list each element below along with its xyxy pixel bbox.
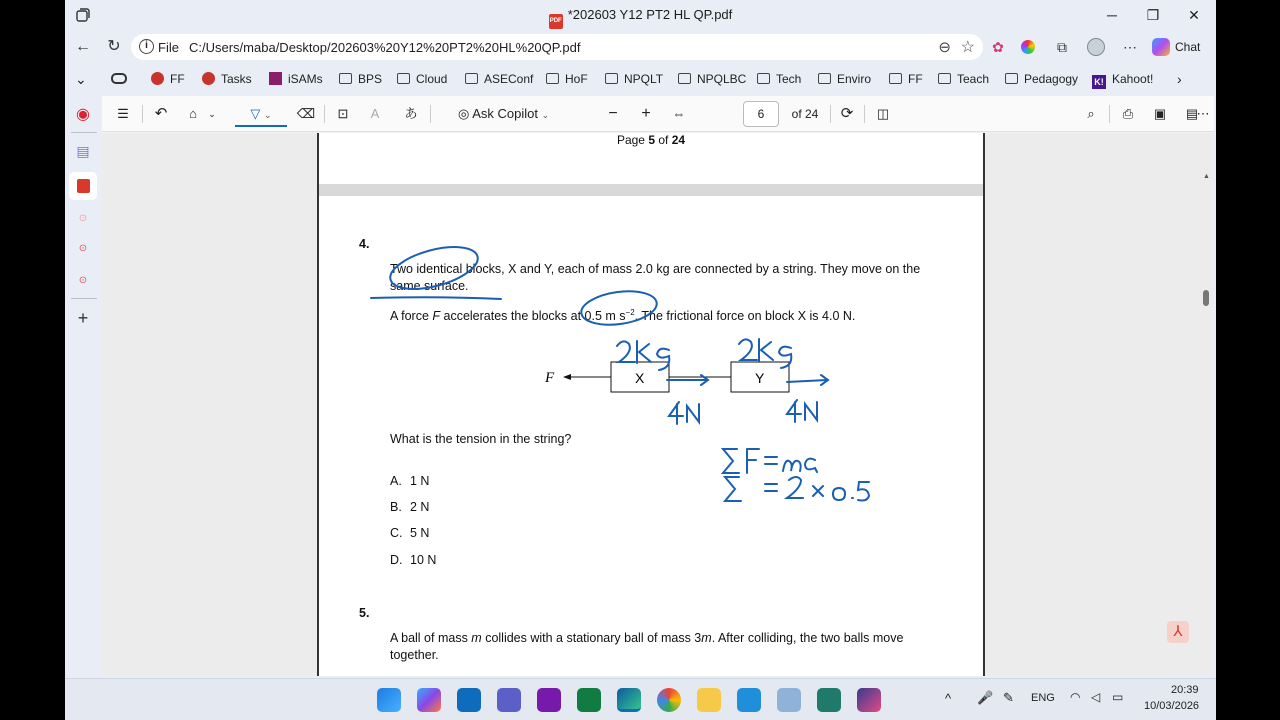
- title-bar: [65, 0, 1216, 30]
- pdf-file-icon: [77, 179, 90, 193]
- vertical-tabs-sidebar: [65, 96, 101, 676]
- favorites-bar: [65, 66, 1216, 92]
- excel-icon[interactable]: [577, 688, 601, 712]
- info-icon[interactable]: i: [139, 39, 154, 54]
- copilot-chevron-icon: ⌄: [541, 110, 550, 120]
- more-options-icon[interactable]: ⋯: [1196, 106, 1210, 121]
- folder-icon: [465, 73, 478, 84]
- taskbar: [65, 678, 1216, 720]
- page-footer: Page 5 of 24: [616, 133, 686, 147]
- volume-icon[interactable]: ◁: [1091, 690, 1101, 704]
- page-number-input[interactable]: 6: [743, 101, 779, 127]
- red-circle-icon: [151, 72, 164, 85]
- folder-icon: [938, 73, 951, 84]
- folder-icon: [605, 73, 618, 84]
- ink-4n-right: [787, 400, 817, 422]
- hand-raise-icon[interactable]: [737, 688, 761, 712]
- acrobat-icon[interactable]: ⅄: [1167, 621, 1189, 643]
- favorites-more-chevron-icon[interactable]: ›: [1177, 71, 1182, 87]
- clock-date[interactable]: 10/03/2026: [1144, 700, 1200, 712]
- favorite-aseconf[interactable]: ASEConf: [465, 71, 533, 87]
- toolbar-divider: [830, 105, 831, 123]
- page-view-icon[interactable]: ◫: [876, 106, 890, 121]
- scroll-up-icon[interactable]: ▲: [1203, 173, 1210, 180]
- save-as-icon[interactable]: ▤: [1185, 106, 1199, 121]
- draw-tool-button[interactable]: [235, 101, 287, 127]
- favorite-isams[interactable]: iSAMs: [269, 71, 323, 87]
- folder-icon: [678, 73, 691, 84]
- refresh-button[interactable]: ↻: [107, 38, 121, 55]
- new-tab-plus-icon[interactable]: +: [77, 308, 89, 328]
- draw-chevron-icon: ⌄: [264, 110, 272, 120]
- favorite-copilot-icon[interactable]: [111, 71, 127, 87]
- favorite-tasks[interactable]: Tasks: [202, 71, 252, 87]
- question-prompt: What is the tension in the string?: [390, 432, 572, 446]
- option-b: B. 2 N: [390, 500, 430, 514]
- file-explorer-icon[interactable]: [697, 688, 721, 712]
- question-number: 4.: [359, 237, 370, 251]
- zoom-out-button[interactable]: −: [608, 105, 618, 122]
- option-a: A. 1 N: [390, 474, 430, 488]
- pdf-viewer: [102, 96, 1214, 676]
- pen-tray-icon[interactable]: ✎: [1003, 690, 1014, 705]
- tab-dot-icon[interactable]: ⊙: [78, 275, 88, 286]
- start-icon[interactable]: [377, 688, 401, 712]
- document-area[interactable]: [102, 133, 1214, 676]
- force-diagram: [539, 356, 799, 396]
- back-button[interactable]: ←: [75, 38, 91, 55]
- battery-icon[interactable]: ▭: [1112, 690, 1124, 704]
- tab-pdf-active[interactable]: [69, 172, 97, 200]
- photos-icon[interactable]: [817, 688, 841, 712]
- block-x-label: X: [635, 370, 645, 386]
- favorite-tech[interactable]: Tech: [757, 71, 801, 87]
- question-number: 5.: [359, 606, 370, 620]
- favorite-enviro[interactable]: Enviro: [818, 71, 871, 87]
- question-text: A force F accelerates the blocks at 0.5 m $s^{-2}$. The frictional force on block X is 4.0 N.: [390, 308, 856, 324]
- pdf-page-6: [317, 196, 985, 676]
- toolbar-divider: [864, 105, 865, 123]
- favorite-star-icon[interactable]: ☆: [960, 39, 975, 56]
- address-row: [65, 31, 1216, 63]
- force-label: F: [545, 370, 555, 386]
- favorite-npqlt[interactable]: NPQLT: [605, 71, 663, 87]
- file-label: File: [158, 40, 179, 55]
- tab-list-icon[interactable]: ▤: [76, 143, 90, 159]
- show-hidden-icons-chevron[interactable]: ^: [945, 691, 952, 706]
- app-icon[interactable]: [857, 688, 881, 712]
- outlook-icon[interactable]: [457, 688, 481, 712]
- page-separator: [317, 184, 985, 196]
- sidebar-divider: [71, 132, 97, 133]
- pdf-toolbar: [102, 96, 1214, 132]
- record-icon[interactable]: ◉: [76, 106, 90, 123]
- favorite-ff[interactable]: FF: [151, 71, 185, 87]
- ink-underline: [371, 297, 501, 299]
- folder-icon: [757, 73, 770, 84]
- print-icon[interactable]: ⎙: [1122, 106, 1134, 121]
- favorite-cloud[interactable]: Cloud: [397, 71, 447, 87]
- copilot-outline-icon: ◎: [458, 106, 470, 121]
- minimize-button[interactable]: ─: [1107, 7, 1117, 23]
- highlight-icon[interactable]: ⌂: [189, 106, 197, 121]
- red-circle-icon: [202, 72, 215, 85]
- pdf-page-5: [317, 133, 985, 184]
- folder-icon: [339, 73, 352, 84]
- pen-icon: ▽: [250, 106, 261, 121]
- block-y-label: Y: [755, 370, 765, 386]
- address-bar[interactable]: [131, 34, 983, 60]
- folder-icon: [818, 73, 831, 84]
- save-icon[interactable]: ▣: [1153, 106, 1167, 121]
- window-title: PDF *202603 Y12 PT2 HL QP.pdf: [65, 7, 1216, 29]
- close-button[interactable]: ✕: [1188, 7, 1200, 23]
- toolbar-divider: [324, 105, 325, 123]
- teams-icon[interactable]: [497, 688, 521, 712]
- browser-window: [65, 0, 1216, 720]
- folder-icon: [889, 73, 902, 84]
- restore-button[interactable]: ❐: [1146, 7, 1160, 23]
- extension-icon[interactable]: ✿: [992, 39, 1004, 55]
- profile-avatar[interactable]: [1085, 37, 1107, 57]
- isams-icon: [269, 72, 282, 85]
- url-text[interactable]: C:/Users/maba/Desktop/202603%20Y12%20PT2%20HL%20QP.pdf: [189, 40, 581, 55]
- scrollbar-thumb[interactable]: [1203, 290, 1209, 306]
- kahoot-icon: K!: [1092, 75, 1106, 89]
- extensions-puzzle-icon[interactable]: ⧉: [1057, 39, 1067, 55]
- page-total: of 24: [791, 107, 819, 121]
- toolbar-divider: [430, 105, 431, 123]
- language-indicator[interactable]: ENG: [1031, 692, 1055, 704]
- edge-icon[interactable]: [617, 688, 641, 712]
- onenote-icon[interactable]: [537, 688, 561, 712]
- option-c: C. 5 N: [390, 526, 430, 540]
- text-box-icon[interactable]: ⊡: [337, 106, 349, 121]
- ink-sum-f-ma: [723, 449, 817, 473]
- toolbar-divider: [1109, 105, 1110, 123]
- copilot-icon: [1152, 38, 1170, 56]
- tab-dot-icon[interactable]: ⊙: [78, 243, 88, 254]
- arrow-head: [563, 374, 571, 380]
- favorites-chevron-icon[interactable]: ⌄: [75, 71, 87, 87]
- sidebar-divider: [71, 298, 97, 299]
- favorite-npqlbc[interactable]: NPQLBC: [678, 71, 746, 87]
- question-text: A ball of mass m collides with a stationary ball of mass 3m. After colliding, the two balls move together.: [390, 631, 904, 662]
- pdf-file-icon: PDF: [549, 14, 563, 29]
- zoom-icon[interactable]: ⊖: [938, 39, 951, 56]
- color-wheel-icon[interactable]: [1017, 37, 1039, 57]
- favorite-ff-folder[interactable]: FF: [889, 71, 923, 87]
- question-text: Two identical blocks, X and Y, each of mass 2.0 kg are connected by a string. They move on the same surface.: [390, 262, 921, 293]
- folder-icon: [397, 73, 410, 84]
- m365-icon[interactable]: [417, 688, 441, 712]
- toolbar-divider: [142, 105, 143, 123]
- folder-icon: [546, 73, 559, 84]
- folder-icon: [1005, 73, 1018, 84]
- tab-dot-icon[interactable]: ⊙: [78, 213, 88, 224]
- ink-sum-calc: [725, 477, 869, 501]
- chrome-icon[interactable]: [657, 688, 681, 712]
- ask-copilot-button[interactable]: ◎ Ask Copilot ⌄: [458, 106, 550, 121]
- wifi-icon[interactable]: ◠: [1070, 690, 1081, 704]
- undo-icon[interactable]: ↶: [154, 105, 168, 122]
- microphone-icon[interactable]: 🎤: [977, 690, 994, 705]
- contents-list-icon[interactable]: ☰: [117, 106, 129, 121]
- favorite-teach[interactable]: Teach: [938, 71, 989, 87]
- favorite-pedagogy[interactable]: Pedagogy: [1005, 71, 1078, 87]
- option-d: D. 10 N: [390, 553, 437, 567]
- more-menu-icon[interactable]: ⋯: [1123, 39, 1137, 55]
- eraser-icon[interactable]: ⌫: [296, 106, 316, 121]
- rotate-icon[interactable]: ⟳: [840, 105, 854, 122]
- notepad-icon[interactable]: [777, 688, 801, 712]
- translate-icon[interactable]: あ: [404, 106, 418, 121]
- zoom-in-button[interactable]: +: [641, 105, 651, 122]
- search-icon[interactable]: ⌕: [1087, 106, 1095, 121]
- favorite-kahoot[interactable]: K! Kahoot!: [1092, 71, 1153, 87]
- copilot-chat-button[interactable]: Chat: [1152, 35, 1212, 59]
- vertical-scrollbar[interactable]: [1200, 173, 1212, 713]
- clock-time[interactable]: 20:39: [1171, 684, 1199, 696]
- favorite-bps[interactable]: BPS: [339, 71, 382, 87]
- ink-4n-left: [669, 402, 699, 424]
- fit-page-icon[interactable]: ⇔: [672, 106, 686, 121]
- text-format-icon[interactable]: A: [370, 106, 380, 121]
- highlight-chevron-icon[interactable]: ⌄: [208, 109, 216, 119]
- favorite-hof[interactable]: HoF: [546, 71, 588, 87]
